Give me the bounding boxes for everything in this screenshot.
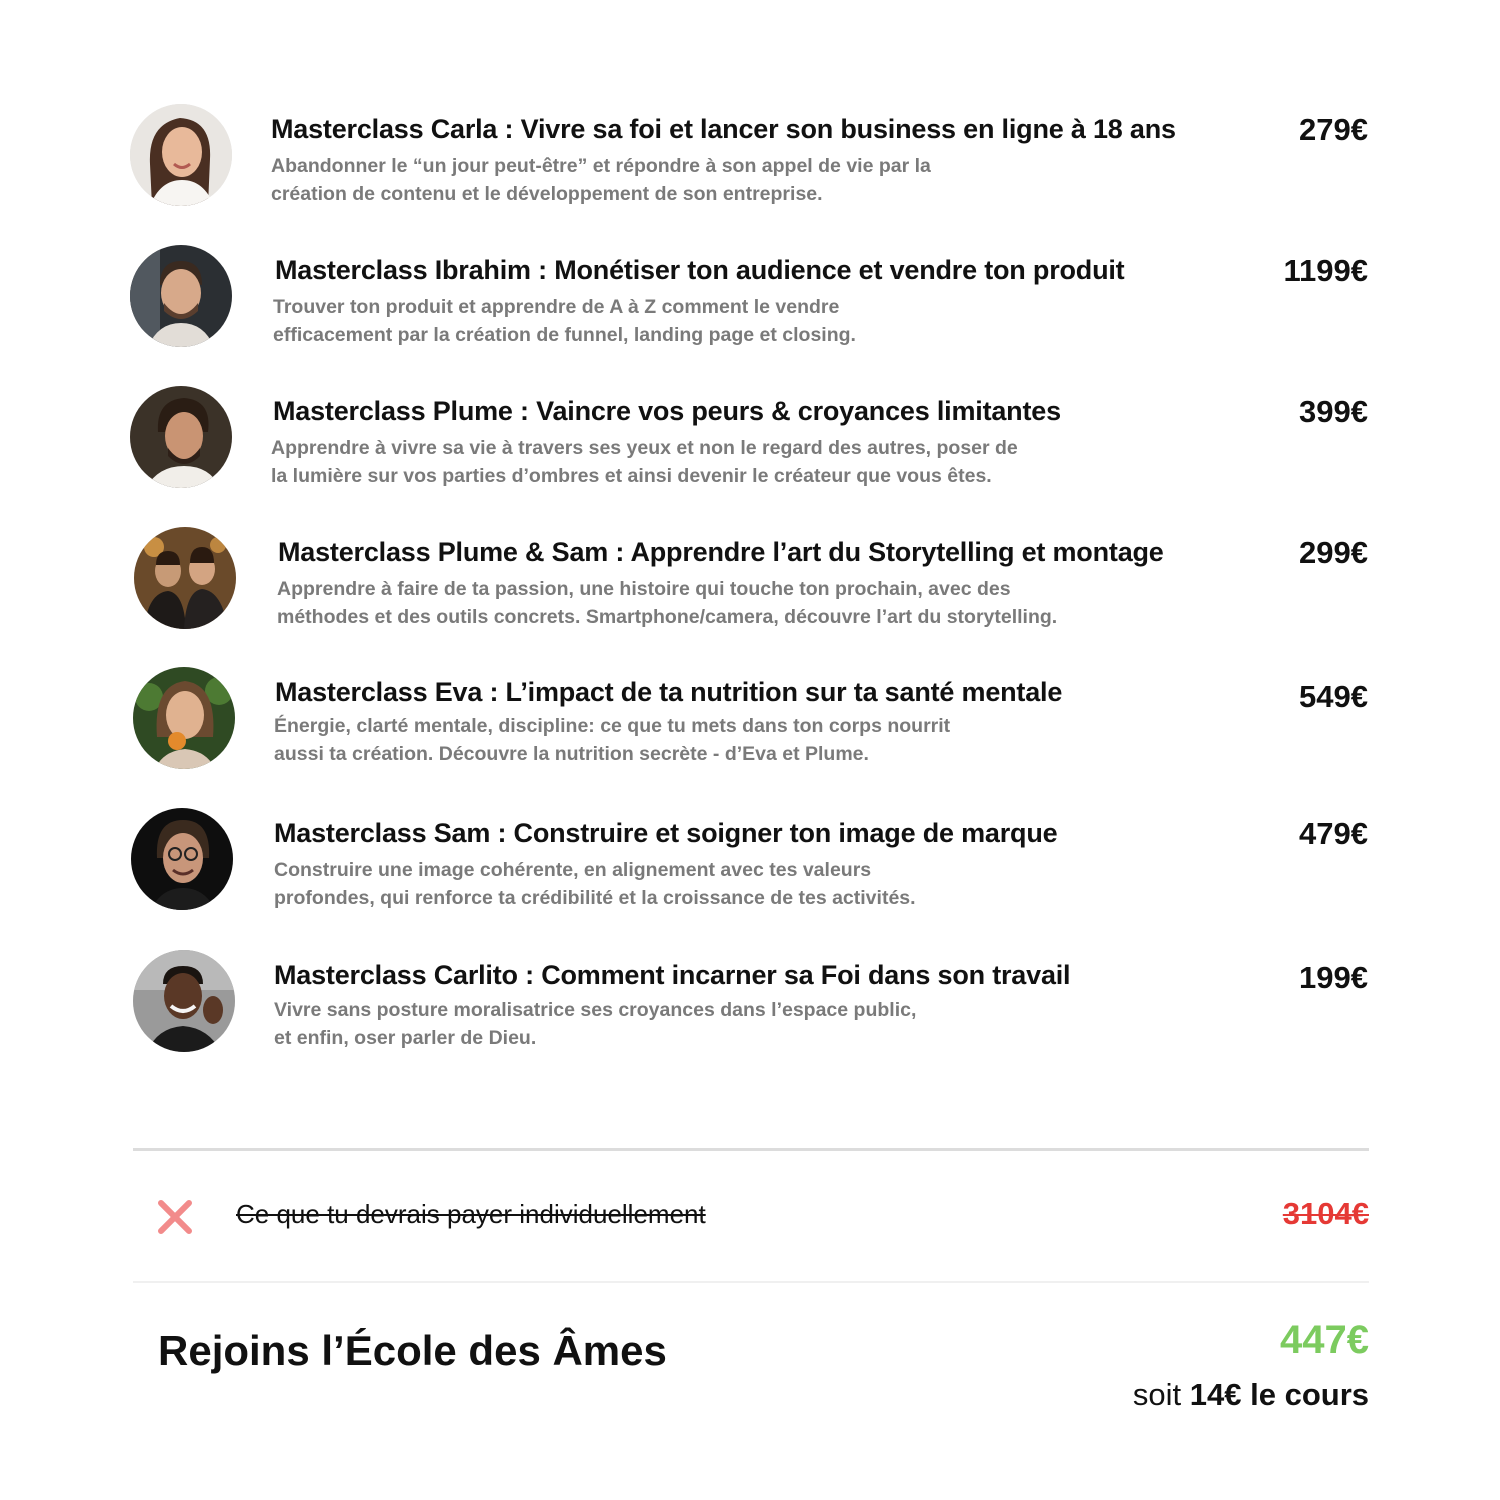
course-description: Construire une image cohérente, en alignement avec tes valeurs profondes, qui renforce ta crédibilité et la croissance de tes activités.: [274, 859, 916, 909]
individual-price-label: Ce que tu devrais payer individuellement: [236, 1199, 706, 1229]
course-item-plume-sam: [130, 527, 1370, 631]
course-title: Masterclass Plume : Vaincre vos peurs & croyances limitantes: [273, 396, 1061, 426]
course-item-sam: [130, 808, 1370, 912]
man-glasses-avatar: [131, 808, 233, 910]
course-item-eva: [130, 667, 1370, 771]
course-title: Masterclass Carla : Vivre sa foi et lancer son business en ligne à 18 ans: [271, 114, 1176, 144]
man-laughing-avatar: [130, 386, 232, 488]
course-price: 279€: [1299, 112, 1368, 147]
course-price: 1199€: [1283, 253, 1368, 288]
individual-total-price: 3104€: [1282, 1196, 1369, 1231]
course-title: Masterclass Plume & Sam : Apprendre l’art du Storytelling et montage: [278, 537, 1164, 567]
course-description: Énergie, clarté mentale, discipline: ce que tu mets dans ton corps nourrit aussi ta création. Découvre la nutrition secrète - d’Eva et Plume.: [274, 715, 951, 765]
course-title: Masterclass Carlito : Comment incarner sa Foi dans son travail: [274, 960, 1071, 990]
course-price: 479€: [1299, 816, 1368, 851]
woman-smiling-avatar: [130, 104, 232, 206]
course-description: Apprendre à faire de ta passion, une histoire qui touche ton prochain, avec des méthodes et des outils concrets. Smartphone/camera, découvre l’art du storytelling.: [277, 578, 1058, 628]
course-item-plume: [130, 386, 1370, 490]
course-price: 399€: [1299, 394, 1368, 429]
course-title: Masterclass Ibrahim : Monétiser ton audience et vendre ton produit: [275, 255, 1125, 285]
course-item-carla: [130, 104, 1370, 208]
man-portrait-avatar: [130, 245, 232, 347]
course-description: Apprendre à vivre sa vie à travers ses yeux et non le regard des autres, poser de la lumière sur vos parties d’ombres et ainsi devenir le créateur que vous êtes.: [271, 437, 1018, 487]
man-smiling-avatar: [133, 950, 235, 1052]
course-description: Trouver ton produit et apprendre de A à Z comment le vendre efficacement par la création de funnel, landing page et closing.: [273, 296, 856, 346]
join-offer-title: Rejoins l’École des Âmes: [158, 1327, 667, 1374]
course-item-ibrahim: [130, 245, 1370, 349]
two-men-avatar: [134, 527, 236, 629]
course-price: 299€: [1299, 535, 1368, 570]
close-icon: [156, 1199, 194, 1235]
course-item-carlito: [130, 950, 1370, 1054]
course-price: 549€: [1299, 679, 1368, 714]
join-offer-price: 447€: [1280, 1318, 1369, 1362]
section-divider: [133, 1148, 1369, 1151]
course-title: Masterclass Sam : Construire et soigner ton image de marque: [274, 818, 1058, 848]
course-price: 199€: [1299, 960, 1368, 995]
summary-divider: [133, 1281, 1369, 1283]
woman-eating-avatar: [133, 667, 235, 769]
course-title: Masterclass Eva : L’impact de ta nutrition sur ta santé mentale: [275, 677, 1063, 707]
price-per-course: soit 14€ le cours: [1132, 1377, 1369, 1412]
course-description: Abandonner le “un jour peut-être” et répondre à son appel de vie par la création de contenu et le développement de son entreprise.: [271, 155, 931, 205]
course-description: Vivre sans posture moralisatrice ses croyances dans l’espace public, et enfin, oser parler de Dieu.: [274, 999, 917, 1049]
